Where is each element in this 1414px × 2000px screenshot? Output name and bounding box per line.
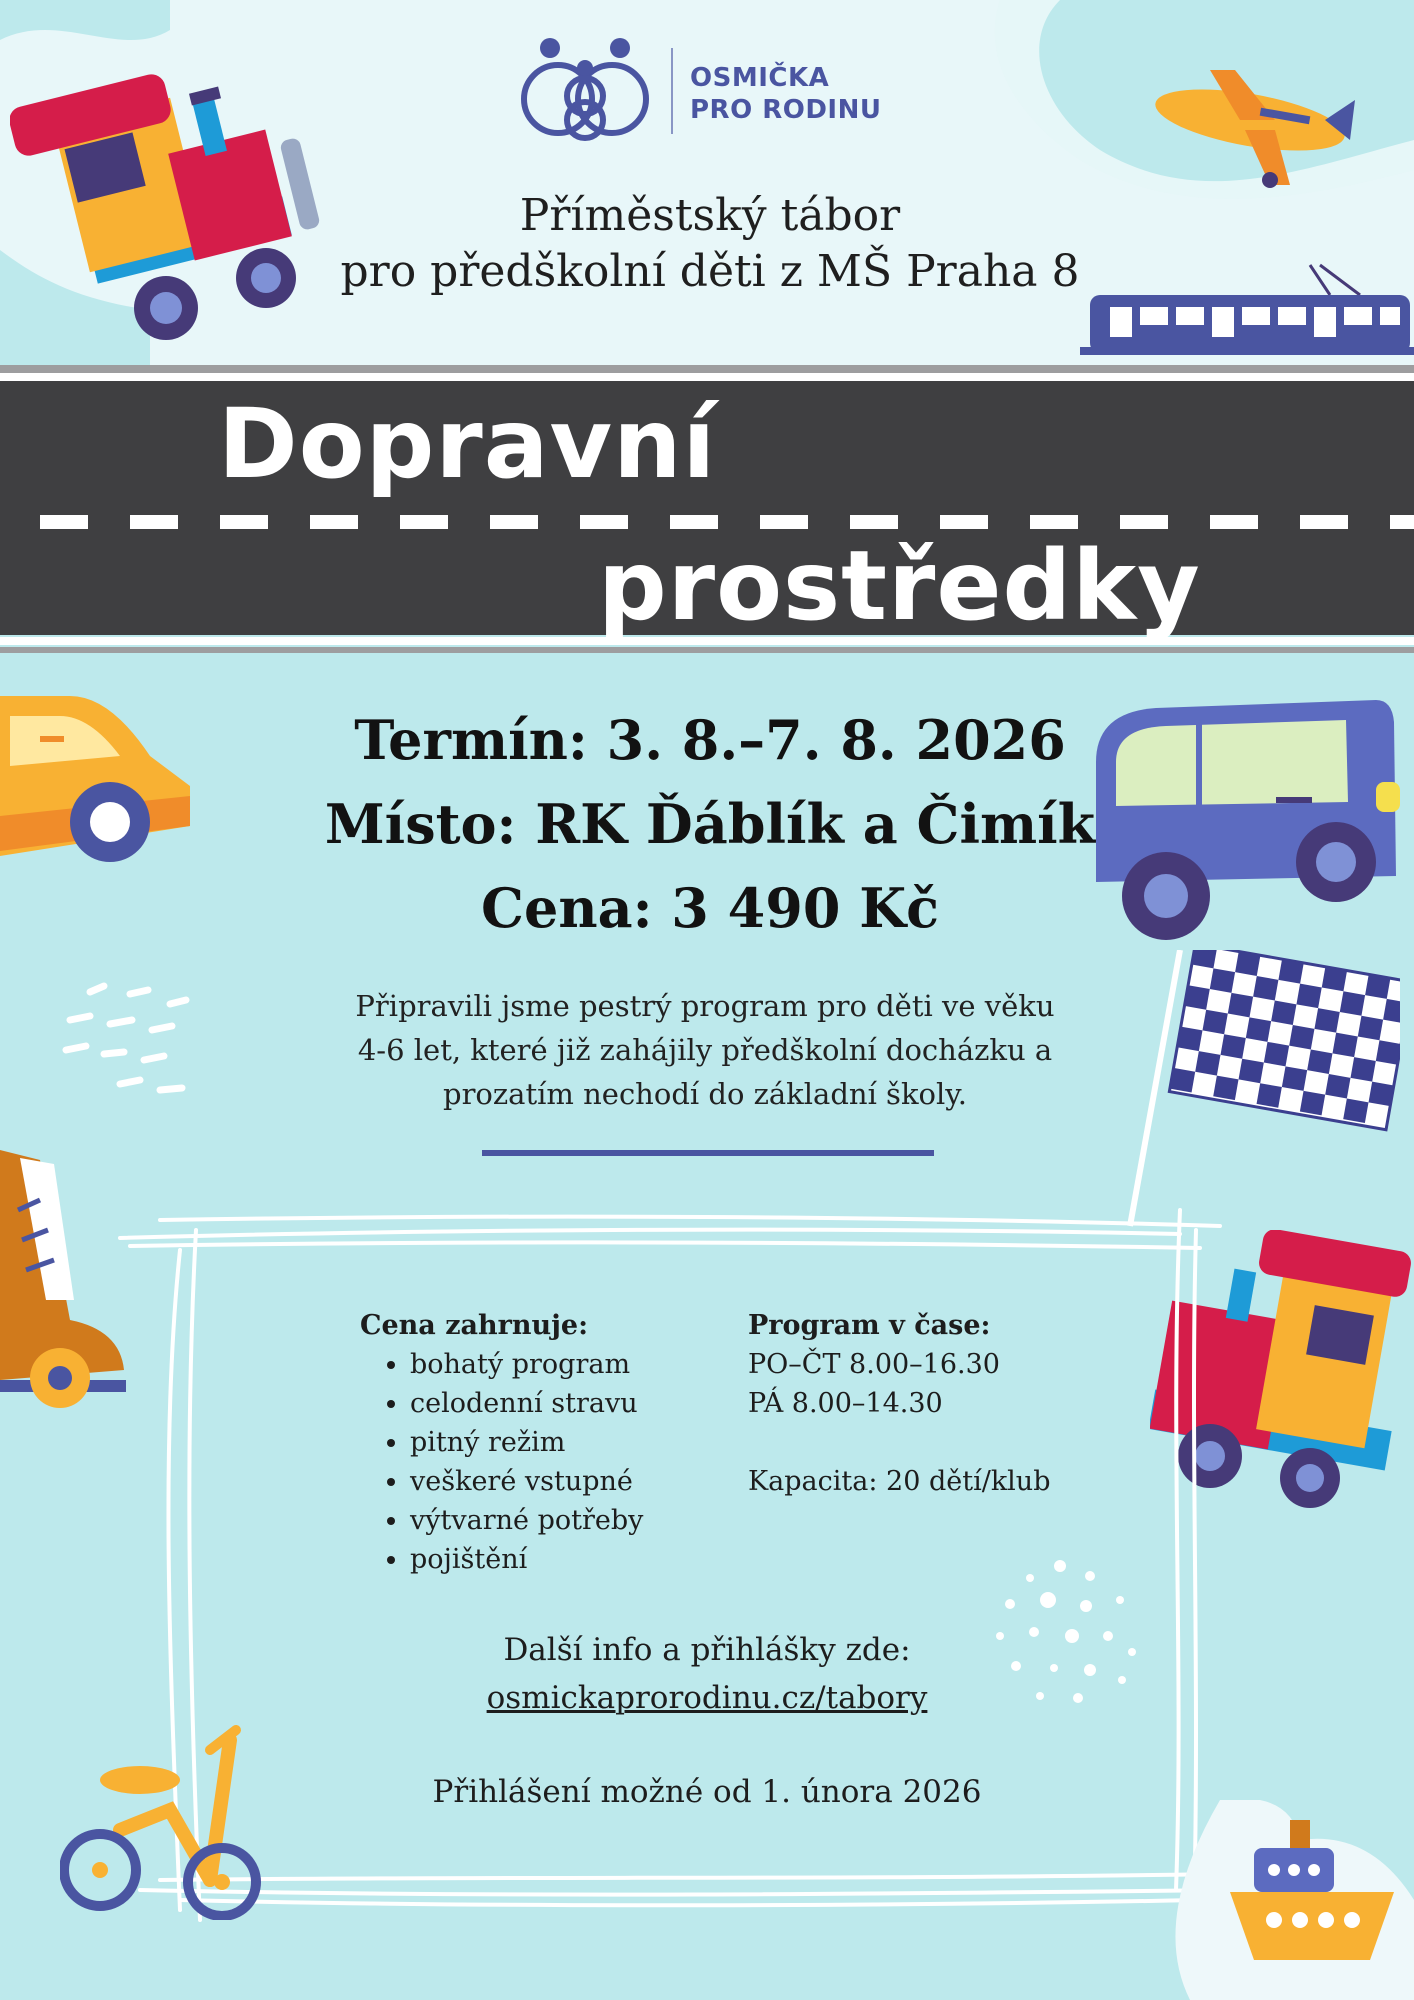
ship-icon bbox=[1150, 1800, 1414, 2000]
includes-title: Cena zahrnuje: bbox=[360, 1310, 589, 1341]
camp-details bbox=[280, 698, 1140, 950]
main-title-line-2: prostředky bbox=[598, 530, 1201, 642]
camp-price: Cena: 3 490 Kč bbox=[480, 876, 940, 940]
subtitle-line-2: pro předškolní děti z MŠ Praha 8 bbox=[340, 246, 1080, 297]
camp-place: Místo: RK Ďáblík a Čimík bbox=[324, 792, 1096, 856]
intro-text bbox=[330, 984, 1080, 1116]
registration-link[interactable]: osmickaprorodinu.cz/tabory bbox=[486, 1680, 928, 1716]
camp-subtitle bbox=[300, 188, 1120, 300]
camp-date: Termín: 3. 8.–7. 8. 2026 bbox=[354, 708, 1066, 772]
orange-car-icon bbox=[0, 676, 200, 876]
schedule-friday: PÁ 8.00–14.30 bbox=[748, 1388, 943, 1419]
capacity-text: Kapacita: 20 dětí/klub bbox=[748, 1466, 1051, 1497]
intro-line-3: prozatím nechodí do základní školy. bbox=[443, 1077, 967, 1111]
logo-line-1: OSMIČKA bbox=[690, 63, 830, 93]
dashes-decoration bbox=[60, 980, 200, 1100]
includes-column bbox=[360, 1306, 720, 1579]
more-info bbox=[330, 1626, 1084, 1722]
list-item: • veškeré vstupné bbox=[410, 1462, 720, 1501]
spacer bbox=[748, 1423, 1108, 1462]
subtitle-line-1: Příměstský tábor bbox=[519, 190, 901, 241]
intro-line-2: 4-6 let, které již zahájily předškolní docházku a bbox=[357, 1033, 1053, 1067]
list-item: • výtvarné potřeby bbox=[410, 1501, 720, 1540]
logo-text bbox=[690, 62, 881, 126]
schedule-column bbox=[748, 1306, 1108, 1501]
list-item: • pojištění bbox=[410, 1540, 720, 1579]
list-item: • pitný režim bbox=[410, 1423, 720, 1462]
main-title-line-1: Dopravní bbox=[218, 388, 717, 500]
checkered-flag-icon bbox=[1120, 950, 1400, 1230]
list-item: • bohatý program bbox=[410, 1345, 720, 1384]
logo-divider bbox=[671, 48, 673, 134]
signup-date: Přihlášení možné od 1. února 2026 bbox=[432, 1774, 982, 1810]
section-divider bbox=[482, 1150, 934, 1156]
includes-list bbox=[360, 1345, 720, 1579]
list-item: • celodenní stravu bbox=[410, 1384, 720, 1423]
intro-line-1: Připravili jsme pestrý program pro děti ve věku bbox=[355, 989, 1055, 1023]
tram-icon bbox=[1080, 255, 1414, 365]
logo-icon bbox=[518, 34, 652, 144]
toy-train-icon bbox=[10, 50, 320, 350]
balance-bike-icon bbox=[60, 1710, 270, 1920]
schedule-title: Program v čase: bbox=[748, 1310, 991, 1341]
airplane-icon bbox=[1150, 60, 1360, 200]
more-info-label: Další info a přihlášky zde: bbox=[503, 1632, 911, 1668]
logo-line-2: PRO RODINU bbox=[690, 95, 882, 125]
schedule-weekdays: PO–ČT 8.00–16.30 bbox=[748, 1349, 1000, 1380]
